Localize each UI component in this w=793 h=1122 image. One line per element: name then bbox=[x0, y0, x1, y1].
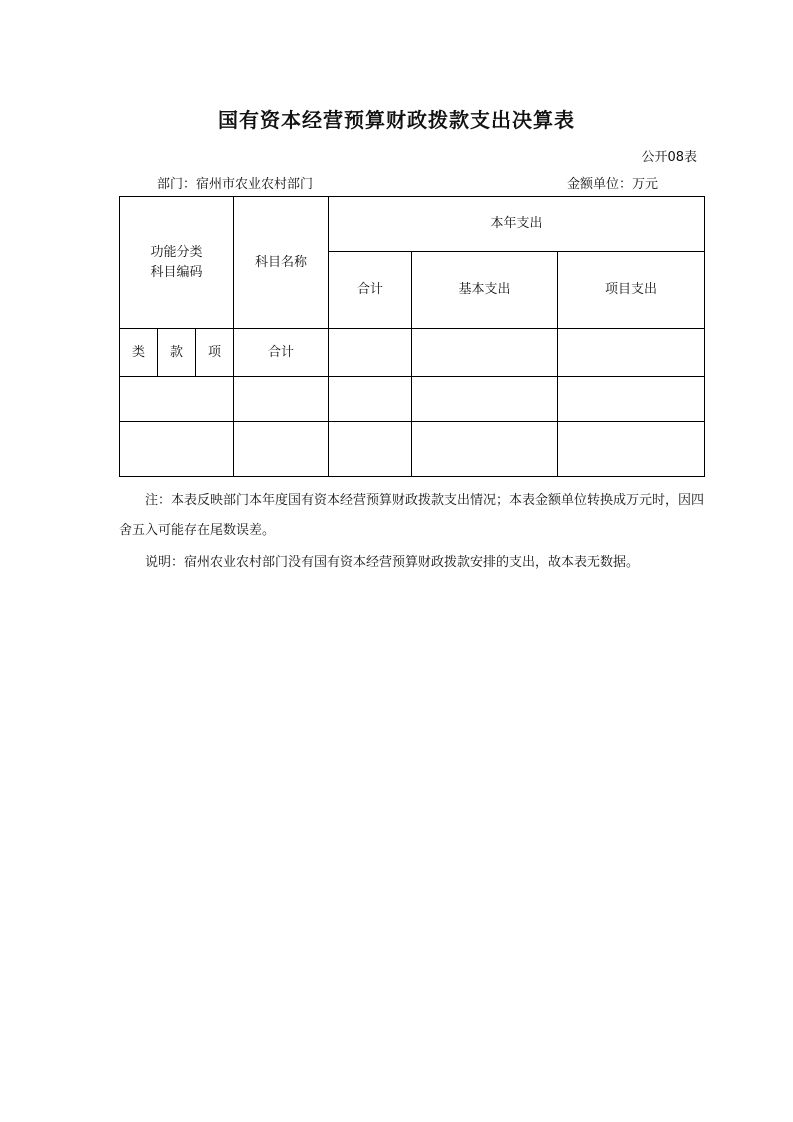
project-cell bbox=[558, 422, 705, 477]
item-header: 项 bbox=[196, 329, 234, 377]
subject-cell bbox=[234, 377, 329, 422]
class-header: 类 bbox=[120, 329, 158, 377]
table-number: 公开08表 bbox=[641, 150, 697, 165]
sum-project-cell bbox=[558, 329, 705, 377]
sum-basic-cell bbox=[412, 329, 558, 377]
notes-section bbox=[119, 486, 705, 580]
subject-cell bbox=[234, 422, 329, 477]
amount-unit-label: 金额单位：万元 bbox=[567, 177, 659, 192]
current-year-expense-header: 本年支出 bbox=[329, 197, 705, 252]
expenditure-table bbox=[119, 196, 705, 477]
basic-expense-header: 基本支出 bbox=[412, 252, 558, 329]
document-title: 国有资本经营预算财政拨款支出决算表 bbox=[218, 108, 575, 132]
total-cell bbox=[329, 377, 412, 422]
function-code-header-line2: 科目编码 bbox=[150, 264, 203, 280]
project-expense-header: 项目支出 bbox=[558, 252, 705, 329]
subject-name-header: 科目名称 bbox=[234, 197, 329, 329]
total-cell bbox=[329, 422, 412, 477]
table-row bbox=[120, 422, 705, 477]
total-header: 合计 bbox=[329, 252, 412, 329]
sum-total-cell bbox=[329, 329, 412, 377]
project-cell bbox=[558, 377, 705, 422]
function-code-header bbox=[120, 197, 234, 329]
code-cell bbox=[120, 422, 234, 477]
basic-cell bbox=[412, 422, 558, 477]
table-row bbox=[120, 377, 705, 422]
department-label: 部门：宿州市农业农村部门 bbox=[157, 177, 314, 192]
section-header: 款 bbox=[158, 329, 196, 377]
note-paragraph: 注：本表反映部门本年度国有资本经营预算财政拨款支出情况；本表金额单位转换成万元时，因四舍五入可能存在尾数误差。 bbox=[119, 493, 705, 538]
explanation-paragraph: 说明：宿州农业农村部门没有国有资本经营预算财政拨款安排的支出，故本表无数据。 bbox=[145, 555, 640, 570]
function-code-header-line1: 功能分类 bbox=[150, 244, 203, 260]
code-cell bbox=[120, 377, 234, 422]
basic-cell bbox=[412, 377, 558, 422]
sum-row-label: 合计 bbox=[234, 329, 329, 377]
